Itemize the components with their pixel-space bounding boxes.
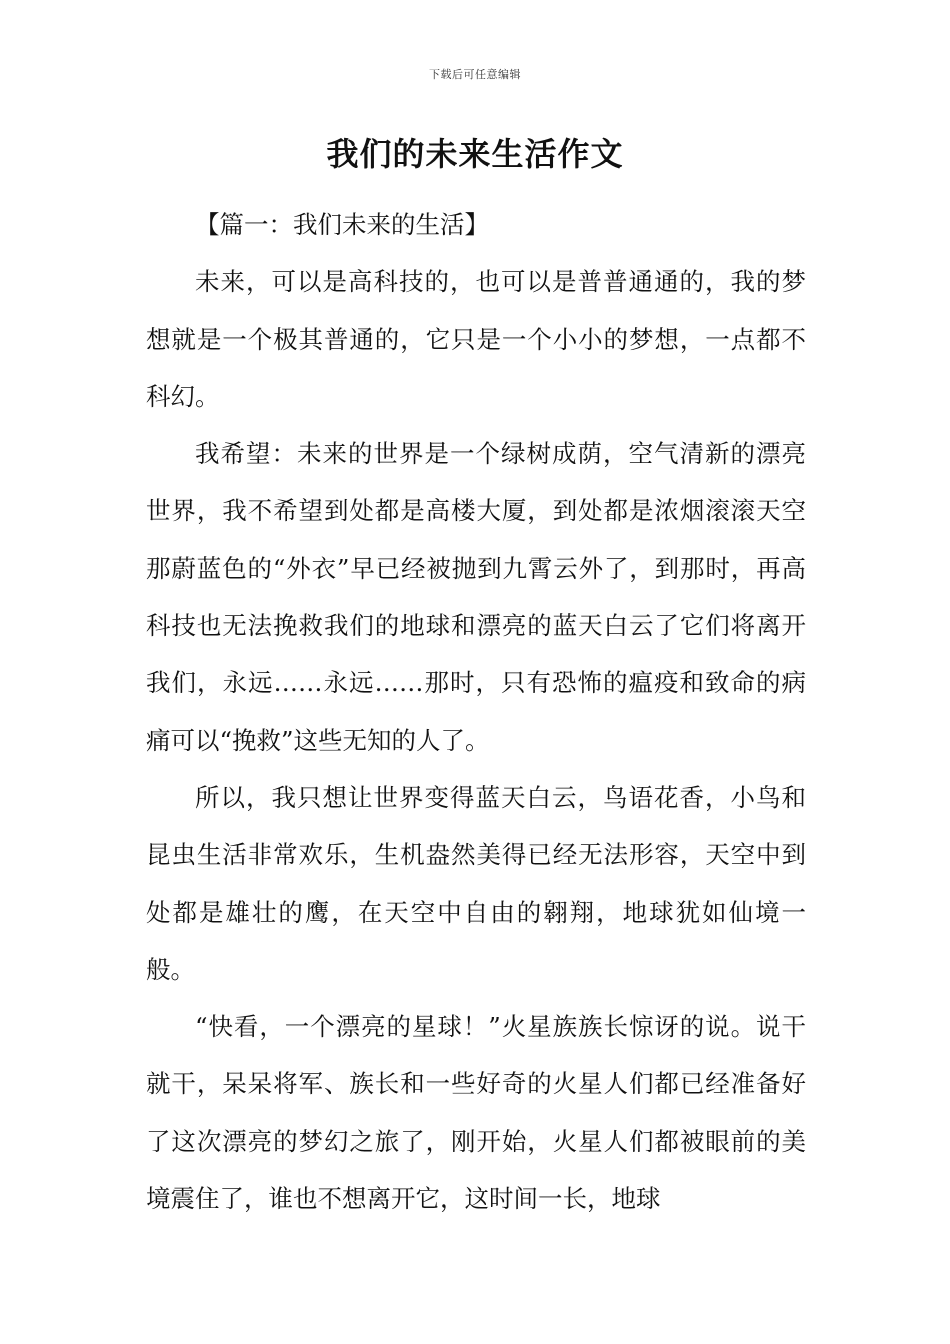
- paragraph-1: 未来，可以是高科技的，也可以是普普通通的，我的梦想就是一个极其普通的，它只是一个小小的梦想，一点都不科幻。: [146, 267, 806, 411]
- header-note: 下载后可任意编辑: [429, 68, 521, 81]
- section-heading: 【篇一：我们未来的生活】: [195, 210, 489, 239]
- paragraph-3: 所以，我只想让世界变得蓝天白云，鸟语花香，小鸟和昆虫生活非常欢乐，生机盎然美得已经无法形容，天空中到处都是雄壮的鹰，在天空中自由的翱翔，地球犹如仙境一般。: [146, 782, 806, 984]
- document-body: [146, 196, 806, 1227]
- paragraph-4: “快看，一个漂亮的星球！”火星族族长惊讶的说。说干就干，呆呆将军、族长和一些好奇的火星人们都已经准备好了这次漂亮的梦幻之旅了，刚开始，火星人们都被眼前的美境震住了，谁也不想离开它，这时间一长，地球: [146, 1012, 806, 1214]
- document-title: 我们的未来生活作文: [326, 135, 624, 173]
- paragraph-2: 我希望：未来的世界是一个绿树成荫，空气清新的漂亮世界，我不希望到处都是高楼大厦，到处都是浓烟滚滚天空那蔚蓝色的“外衣”早已经被抛到九霄云外了，到那时，再高科技也无法挽救我们的地球和漂亮的蓝天白云了它们将离开我们，永远……永远……那时，只有恐怖的瘟疫和致命的病痛可以“挽救”这些无知的人了。: [146, 439, 806, 755]
